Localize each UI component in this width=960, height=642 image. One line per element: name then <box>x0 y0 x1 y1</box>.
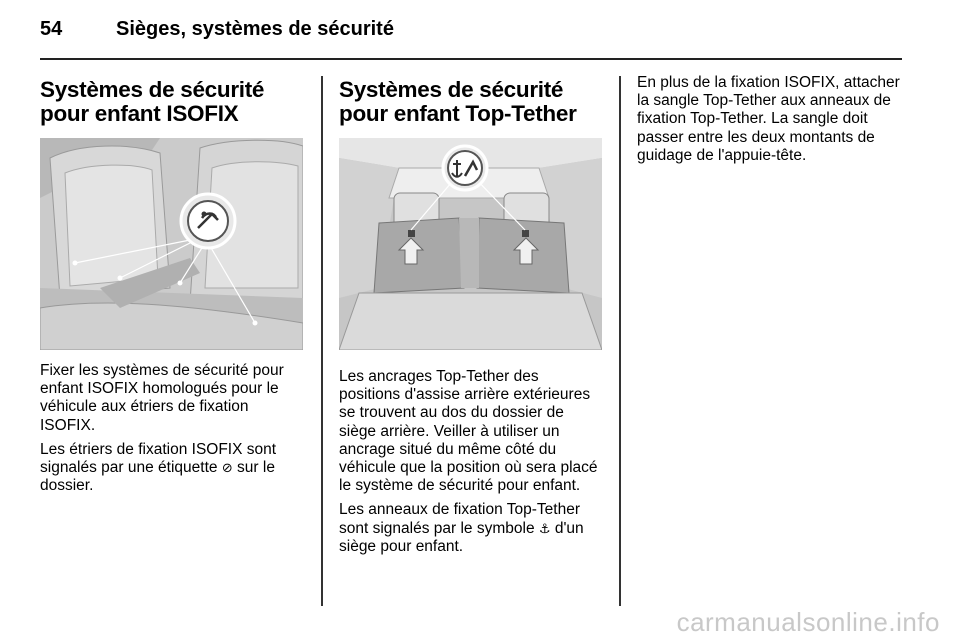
top-tether-paragraph-1: Les ancrages Top-Tether des positions d'assise arrière extérieures se trouvent au dos du dossier de siège arrière. Veiller à utiliser un ancrage situé du même côté du véhicule que la position où sera placé le système de sécurité pour enfant. <box>339 368 598 495</box>
isofix-illustration <box>40 138 303 350</box>
isofix-seat-drawing <box>40 138 303 350</box>
isofix-symbol-icon: ⊘ <box>221 460 233 476</box>
column-divider <box>321 76 323 606</box>
column-divider <box>619 76 621 606</box>
page-number: 54 <box>40 18 63 40</box>
watermark: carmanualsonline.info <box>676 607 940 637</box>
top-tether-heading: Systèmes de sécurité pour enfant Top-Tether <box>339 77 577 126</box>
header-rule <box>40 58 902 60</box>
isofix-heading: Systèmes de sécurité pour enfant ISOFIX <box>40 77 265 126</box>
top-tether-symbol-icon: ⚓ <box>538 520 551 536</box>
isofix-paragraph-1: Fixer les systèmes de sécurité pour enfant ISOFIX homologués pour le véhicule aux étriers de fixation ISOFIX. <box>40 362 284 434</box>
top-tether-paragraph-2: Les anneaux de fixation Top-Tether sont signalés par le symbole ⚓ d'un siège pour enfant. <box>339 501 584 555</box>
running-title: Sièges, systèmes de sécurité <box>116 18 394 40</box>
top-tether-section <box>339 78 602 562</box>
page-header <box>40 18 900 48</box>
isofix-section <box>40 78 305 501</box>
isofix-paragraph-2: Les étriers de fixation ISOFIX sont signalés par une étiquette ⊘ sur le dossier. <box>40 440 277 495</box>
tether-instructions-paragraph: En plus de la fixation ISOFIX, attacher la sangle Top-Tether aux anneaux de fixation Top-Tether. La sangle doit passer entre les deux montants de guidage de l'appuie-tête. <box>637 74 900 164</box>
top-tether-trunk-drawing <box>339 138 602 350</box>
tether-instructions-section <box>637 74 902 171</box>
top-tether-illustration <box>339 138 602 350</box>
